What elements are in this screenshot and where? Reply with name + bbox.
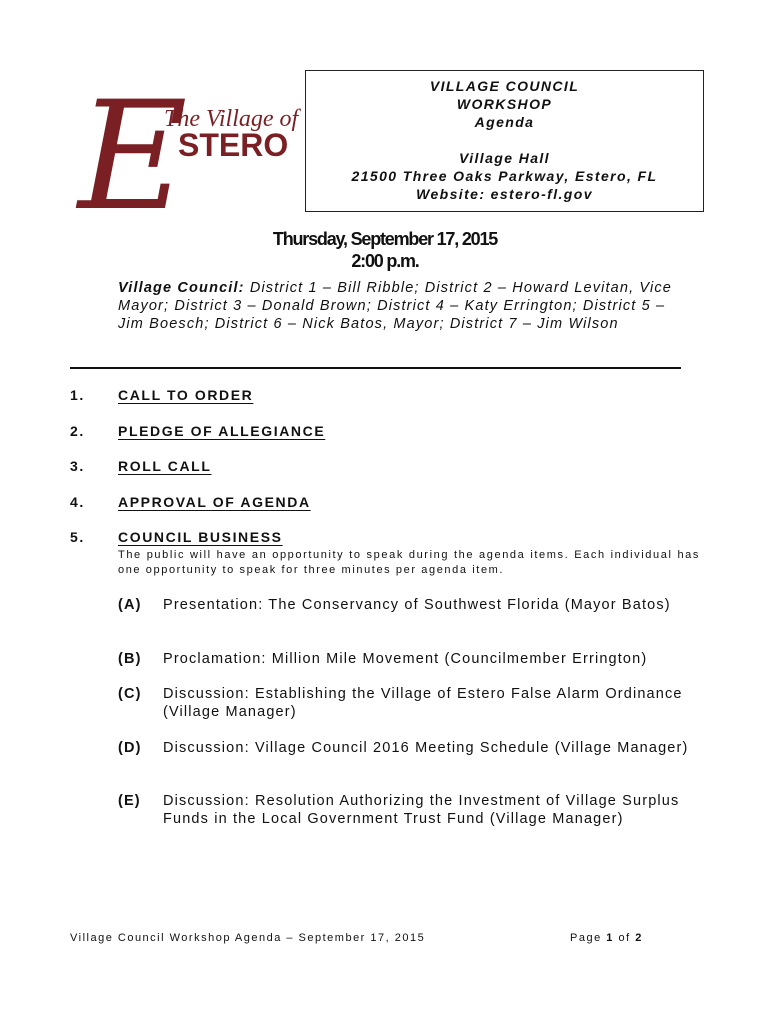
logo-tagline: The Village of <box>164 106 299 132</box>
business-item-text: Discussion: Resolution Authorizing the Investment of Village Surplus Funds in the Local Government Trust Fund (Village Manager) <box>163 793 680 827</box>
header-subtitle: WORKSHOP <box>456 96 553 112</box>
page-current: 1 <box>606 932 614 944</box>
header-box <box>305 70 704 212</box>
header-address: 21500 Three Oaks Parkway, Estero, FL <box>351 168 658 184</box>
village-of-estero-logo <box>78 70 299 244</box>
meeting-time: 2:00 p.m. <box>351 251 419 271</box>
divider <box>70 367 681 369</box>
business-item-text: Proclamation: Million Mile Movement (Councilmember Errington) <box>163 651 648 667</box>
council-members <box>118 279 678 333</box>
header-website: Website: estero-fl.gov <box>416 186 593 202</box>
agenda-item-number: 2. <box>70 423 85 439</box>
business-item-text: Discussion: Village Council 2016 Meeting Schedule (Village Manager) <box>163 740 689 756</box>
agenda-item-title: COUNCIL BUSINESS <box>118 529 283 545</box>
agenda-item-title: ROLL CALL <box>118 458 212 474</box>
logo-big-letter: E <box>78 70 188 244</box>
business-item-text: Discussion: Establishing the Village of Estero False Alarm Ordinance (Village Manager) <box>163 686 683 720</box>
page-of-label: of <box>618 932 631 944</box>
page-number <box>570 932 643 944</box>
footer-title: Village Council Workshop Agenda – September 17, 2015 <box>70 932 426 944</box>
page-total: 2 <box>635 932 643 944</box>
council-label: Village Council: <box>118 280 245 296</box>
agenda-item-number: 1. <box>70 387 85 403</box>
business-item-letter: (A) <box>118 597 142 613</box>
header-location: Village Hall <box>459 150 550 166</box>
business-item-letter: (E) <box>118 793 141 809</box>
agenda-item-title: CALL TO ORDER <box>118 387 254 403</box>
meeting-date: Thursday, September 17, 2015 <box>272 229 498 249</box>
agenda-item-number: 5. <box>70 529 85 545</box>
logo-wordmark: STERO <box>178 127 289 163</box>
business-item-text: Presentation: The Conservancy of Southwest Florida (Mayor Batos) <box>163 597 671 613</box>
public-comment-note: The public will have an opportunity to speak during the agenda items. Each individual has one opportunity to speak for three minutes per agenda item. <box>118 549 700 576</box>
agenda-item-number: 3. <box>70 458 85 474</box>
header-agenda: Agenda <box>474 114 535 130</box>
agenda-item-number: 4. <box>70 494 85 510</box>
header-title: VILLAGE COUNCIL <box>429 78 580 94</box>
page-label: Page <box>570 932 602 944</box>
council-list: District 1 – Bill Ribble; District 2 – Howard Levitan, Vice Mayor; District 3 – Donald Brown; District 4 – Katy Errington; District 5 – Jim Boesch; District 6 – Nick Batos, Mayor; District 7 – Jim Wilson <box>118 280 672 332</box>
meeting-datetime <box>0 228 770 272</box>
business-item-letter: (D) <box>118 740 142 756</box>
business-item-letter: (B) <box>118 651 142 667</box>
agenda-item-title: PLEDGE OF ALLEGIANCE <box>118 423 326 439</box>
business-item-letter: (C) <box>118 686 142 702</box>
agenda-item-title: APPROVAL OF AGENDA <box>118 494 311 510</box>
